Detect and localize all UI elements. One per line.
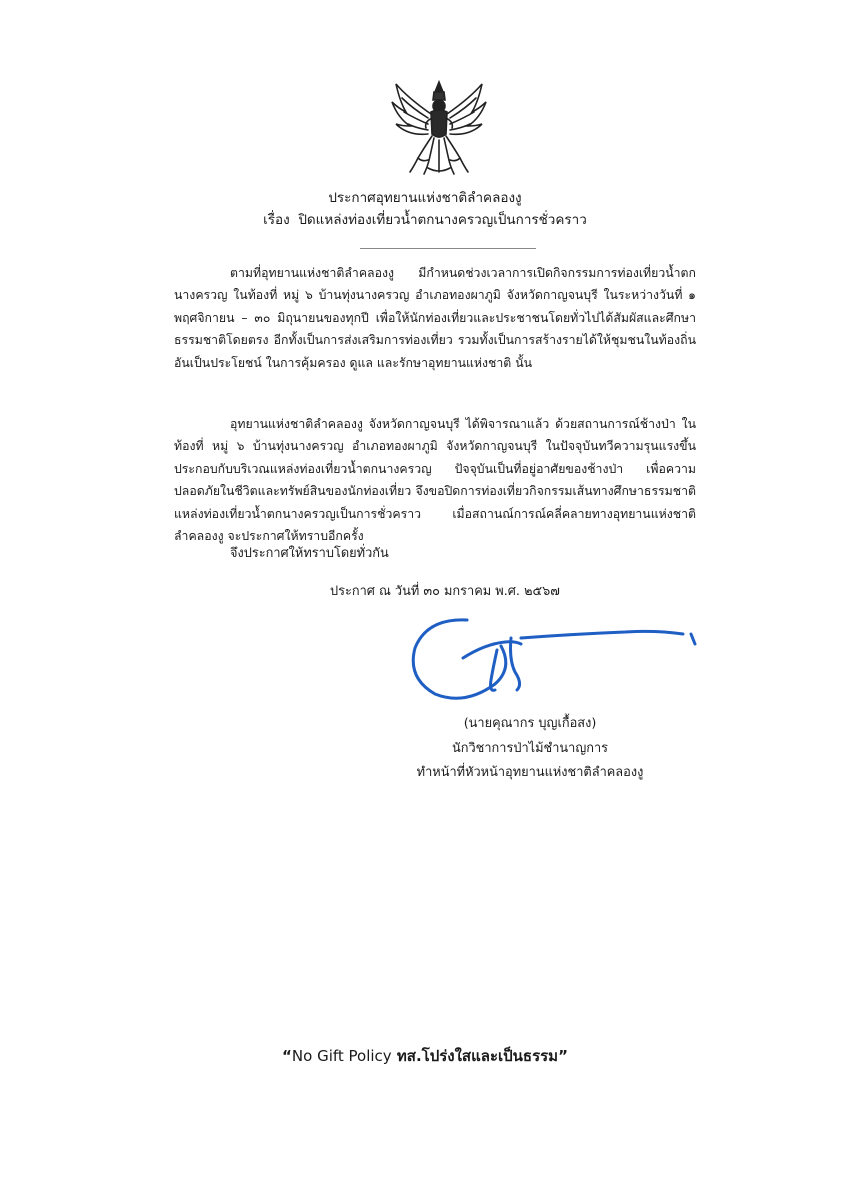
signatory-position: นักวิชาการป่าไม้ชำนาญการ <box>451 741 609 756</box>
handwritten-signature <box>405 608 705 718</box>
paragraph-1 <box>174 262 696 374</box>
header-divider <box>360 248 536 249</box>
document-title: ประกาศอุทยานแห่งชาติลำคลองงู <box>328 190 522 206</box>
signatory-role: ทำหน้าที่หัวหน้าอุทยานแห่งชาติลำคลองงู <box>416 765 644 780</box>
no-gift-policy-slogan <box>0 1044 850 1068</box>
signatory-name: (นายคุณากร บุญเกื้อสง) <box>463 716 597 731</box>
paragraph-1-text: ตามที่อุทยานแห่งชาติลำคลองงู มีกำหนดช่วงเวลาการเปิดกิจกรรมการท่องเที่ยวน้ำตกนางครวญ ในท้องที่ หมู่ ๖ บ้านทุ่งนางครวญ อำเภอทองผาภูมิ จังหวัดกาญจนบุรี ในระหว่างวันที่ ๑ พฤศจิกายน – ๓๐ มิถุนายนของทุกปี เพื่อให้นักท่องเที่ยวและประชาชนโดยทั่วไปได้สัมผัสและศึกษาธรรมชาติโดยตรง อีกทั้งเป็นการส่งเสริมการท่องเที่ยว รวมทั้งเป็นการสร้างรายได้ให้ชุมชนในท้องถิ่น อันเป็นประโยชน์ ในการคุ้มครอง ดูแล และรักษาอุทยานแห่งชาติ นั้น <box>174 266 696 370</box>
document-subject <box>0 208 850 230</box>
subject-text: ปิดแหล่งท่องเที่ยวน้ำตกนางครวญเป็นการชั่วคราว <box>298 212 587 228</box>
policy-thai: ทส.โปร่งใสและเป็นธรรม <box>391 1047 559 1065</box>
garuda-emblem-icon <box>388 78 490 178</box>
quote-close: ” <box>558 1047 568 1065</box>
subject-label: เรื่อง <box>263 212 290 228</box>
closing-notice: จึงประกาศให้ทราบโดยทั่วกัน <box>230 546 389 561</box>
announcement-date: ประกาศ ณ วันที่ ๓๐ มกราคม พ.ศ. ๒๕๖๗ <box>330 584 560 599</box>
paragraph-2 <box>174 413 696 547</box>
quote-open: “ <box>282 1047 292 1065</box>
paragraph-2-text: อุทยานแห่งชาติลำคลองงู จังหวัดกาญจนบุรี ได้พิจารณาแล้ว ด้วยสถานการณ์ช้างป่า ในท้องที่ หมู่ ๖ บ้านทุ่งนางครวญ อำเภอทองผาภูมิ จังหวัดกาญจนบุรี ในปัจจุบันทวีความรุนแรงขึ้น ประกอบกับบริเวณแหล่งท่องเที่ยวน้ำตกนางครวญ ปัจจุบันเป็นที่อยู่อาศัยของช้างป่า เพื่อความปลอดภัยในชีวิตและทรัพย์สินของนักท่องเที่ยว จึงขอปิดการท่องเที่ยวกิจกรรมเส้นทางศึกษาธรรมชาติแหล่งท่องเที่ยวน้ำตกนางครวญเป็นการชั่วคราว เมื่อสถานณ์การณ์คลี่คลายทางอุทยานแห่งชาติลำคลองงู จะประกาศให้ทราบอีกครั้ง <box>174 417 696 544</box>
policy-english: No Gift Policy <box>291 1047 392 1065</box>
